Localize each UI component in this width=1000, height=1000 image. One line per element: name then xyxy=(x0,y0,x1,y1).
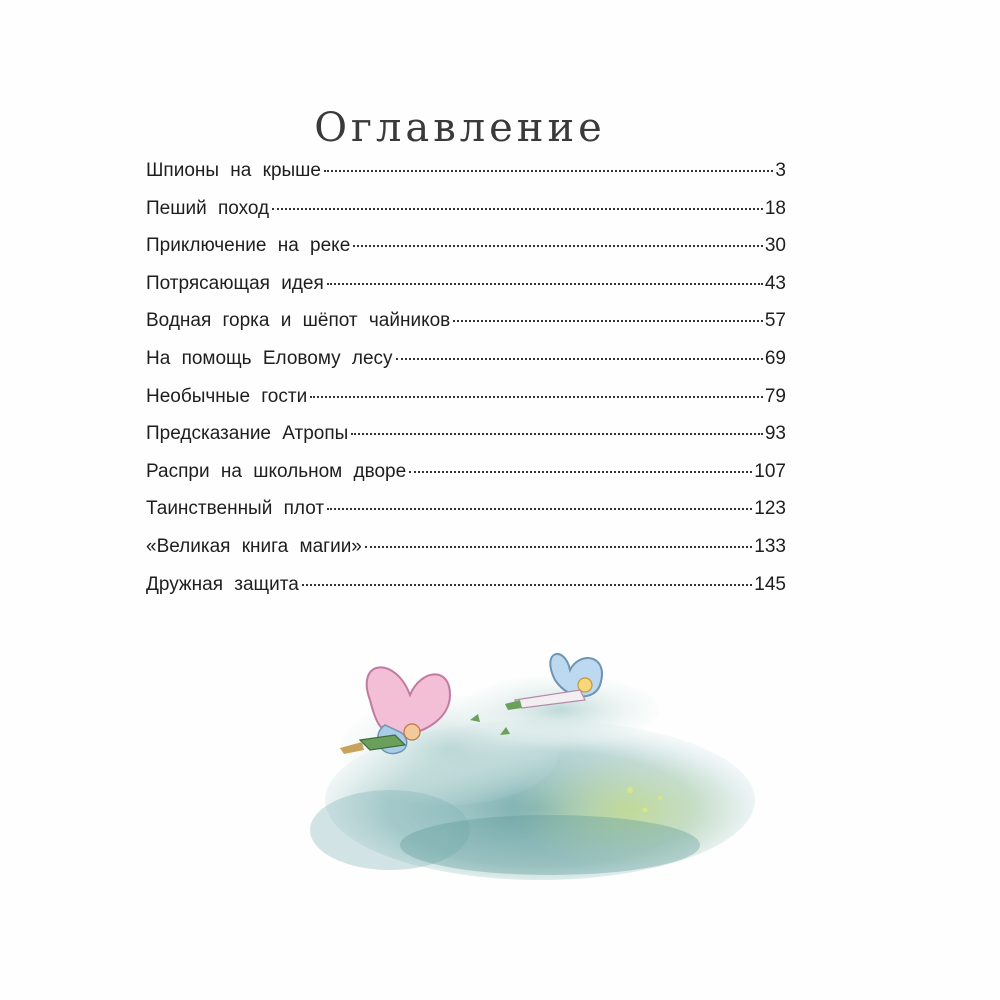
dot-leader xyxy=(396,358,763,360)
toc-entry xyxy=(146,574,786,612)
toc-entry-page: 57 xyxy=(764,310,786,332)
dot-leader xyxy=(327,283,763,285)
toc-entry-title: Водная горка и шёпот чайников xyxy=(146,310,451,332)
toc-entry xyxy=(146,310,786,348)
toc-entry-title: Дружная защита xyxy=(146,573,299,595)
toc-entry-page: 123 xyxy=(754,498,786,520)
toc-entry-title: Приключение на реке xyxy=(146,235,351,257)
dot-leader xyxy=(310,396,763,398)
toc-entry-page: 69 xyxy=(764,347,786,369)
toc-entry-title: Шпионы на крыше xyxy=(146,160,321,181)
toc-entry-page: 79 xyxy=(764,385,786,407)
toc-entry xyxy=(146,386,786,424)
dot-leader xyxy=(302,584,752,586)
toc-entry-page: 133 xyxy=(754,535,786,557)
toc-entry-title: Предсказание Атропы xyxy=(146,423,349,445)
toc-entry-title: Распри на школьном дворе xyxy=(146,460,407,482)
dot-leader xyxy=(409,471,752,473)
toc-entry-page: 18 xyxy=(764,197,786,219)
dot-leader xyxy=(365,546,752,548)
toc-entry xyxy=(146,160,786,198)
table-of-contents xyxy=(146,160,786,611)
fairies-illustration-icon xyxy=(300,640,790,880)
toc-entry xyxy=(146,498,786,536)
toc-entry xyxy=(146,348,786,386)
toc-entry xyxy=(146,461,786,499)
toc-entry-title: Пеший поход xyxy=(146,197,270,219)
toc-entry-page: 145 xyxy=(754,573,786,595)
toc-entry-page: 30 xyxy=(764,235,786,257)
toc-entry xyxy=(146,536,786,574)
toc-entry-page: 3 xyxy=(775,160,786,181)
toc-entry-title: «Великая книга магии» xyxy=(146,535,362,557)
toc-entry-page: 107 xyxy=(754,460,786,482)
toc-entry xyxy=(146,423,786,461)
dot-leader xyxy=(272,208,763,210)
dot-leader xyxy=(351,433,763,435)
toc-entry xyxy=(146,273,786,311)
toc-entry-page: 93 xyxy=(764,423,786,445)
toc-entry-title: Потрясающая идея xyxy=(146,272,324,294)
dot-leader xyxy=(353,245,763,247)
toc-entry-title: Необычные гости xyxy=(146,385,308,407)
toc-entry xyxy=(146,198,786,236)
dot-leader xyxy=(327,508,752,510)
dot-leader xyxy=(324,170,773,172)
toc-entry-title: Таинственный плот xyxy=(146,498,325,520)
page-title: Оглавление xyxy=(314,104,606,151)
toc-entry-page: 43 xyxy=(764,272,786,294)
toc-entry xyxy=(146,235,786,273)
toc-entry-title: На помощь Еловому лесу xyxy=(146,347,393,369)
dot-leader xyxy=(453,320,763,322)
